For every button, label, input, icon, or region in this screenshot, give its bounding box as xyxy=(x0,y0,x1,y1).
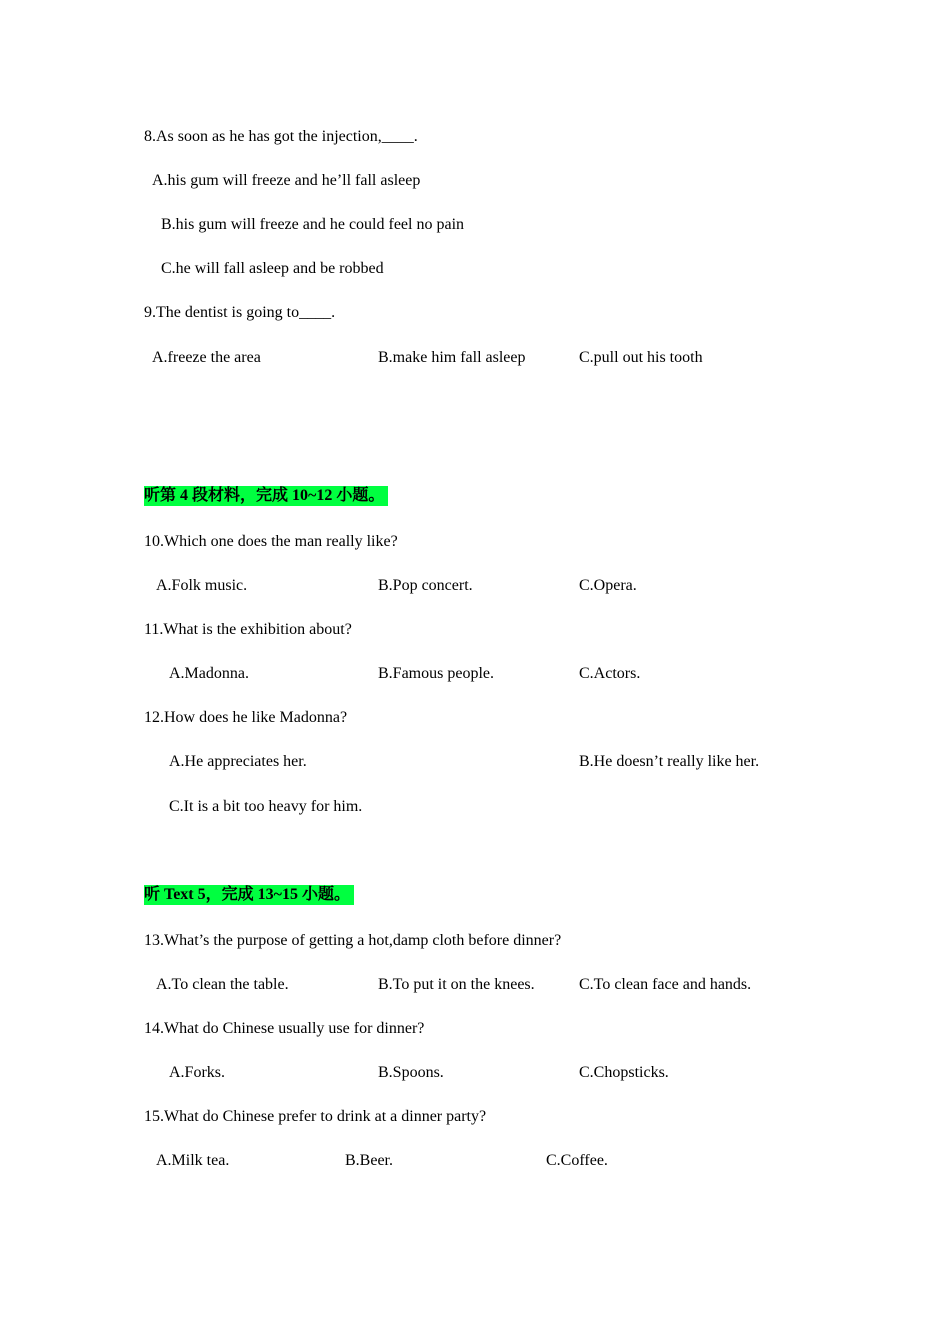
q9-stem: 9.The dentist is going to____. xyxy=(144,304,336,321)
q12-stem: 12.How does he like Madonna? xyxy=(144,709,348,726)
q9-option-a: A.freeze the area xyxy=(152,349,261,366)
q14-stem: 14.What do Chinese usually use for dinner? xyxy=(144,1020,425,1037)
q13-option-b: B.To put it on the knees. xyxy=(378,976,535,993)
q12-option-b: B.He doesn’t really like her. xyxy=(579,753,760,770)
q9-option-c: C.pull out his tooth xyxy=(579,349,703,366)
q13-option-c: C.To clean face and hands. xyxy=(579,976,752,993)
q13-stem: 13.What’s the purpose of getting a hot,damp cloth before dinner? xyxy=(144,932,562,949)
q10-option-c: C.Opera. xyxy=(579,577,637,594)
q15-option-a: A.Milk tea. xyxy=(156,1152,230,1169)
q15-option-c: C.Coffee. xyxy=(546,1152,608,1169)
q8-stem: 8.As soon as he has got the injection,____. xyxy=(144,128,418,145)
q12-option-c: C.It is a bit too heavy for him. xyxy=(169,798,363,815)
q8-option-a: A.his gum will freeze and he’ll fall asleep xyxy=(152,172,421,189)
q9-option-b: B.make him fall asleep xyxy=(378,349,526,366)
q11-stem: 11.What is the exhibition about? xyxy=(144,621,352,638)
q11-option-c: C.Actors. xyxy=(579,665,641,682)
q8-option-c: C.he will fall asleep and be robbed xyxy=(161,260,384,277)
q14-option-c: C.Chopsticks. xyxy=(579,1064,669,1081)
q13-option-a: A.To clean the table. xyxy=(156,976,289,993)
q11-option-a: A.Madonna. xyxy=(169,665,249,682)
q10-stem: 10.Which one does the man really like? xyxy=(144,533,398,550)
q14-option-a: A.Forks. xyxy=(169,1064,226,1081)
section-4-heading: 听第 4 段材料，完成 10~12 小题。 xyxy=(144,486,388,506)
q8-option-b: B.his gum will freeze and he could feel no pain xyxy=(161,216,465,233)
q10-option-b: B.Pop concert. xyxy=(378,577,473,594)
section-5-heading: 听 Text 5，完成 13~15 小题。 xyxy=(144,885,354,905)
q10-option-a: A.Folk music. xyxy=(156,577,248,594)
q15-option-b: B.Beer. xyxy=(345,1152,393,1169)
q15-stem: 15.What do Chinese prefer to drink at a dinner party? xyxy=(144,1108,487,1125)
q14-option-b: B.Spoons. xyxy=(378,1064,444,1081)
q12-option-a: A.He appreciates her. xyxy=(169,753,307,770)
q11-option-b: B.Famous people. xyxy=(378,665,494,682)
